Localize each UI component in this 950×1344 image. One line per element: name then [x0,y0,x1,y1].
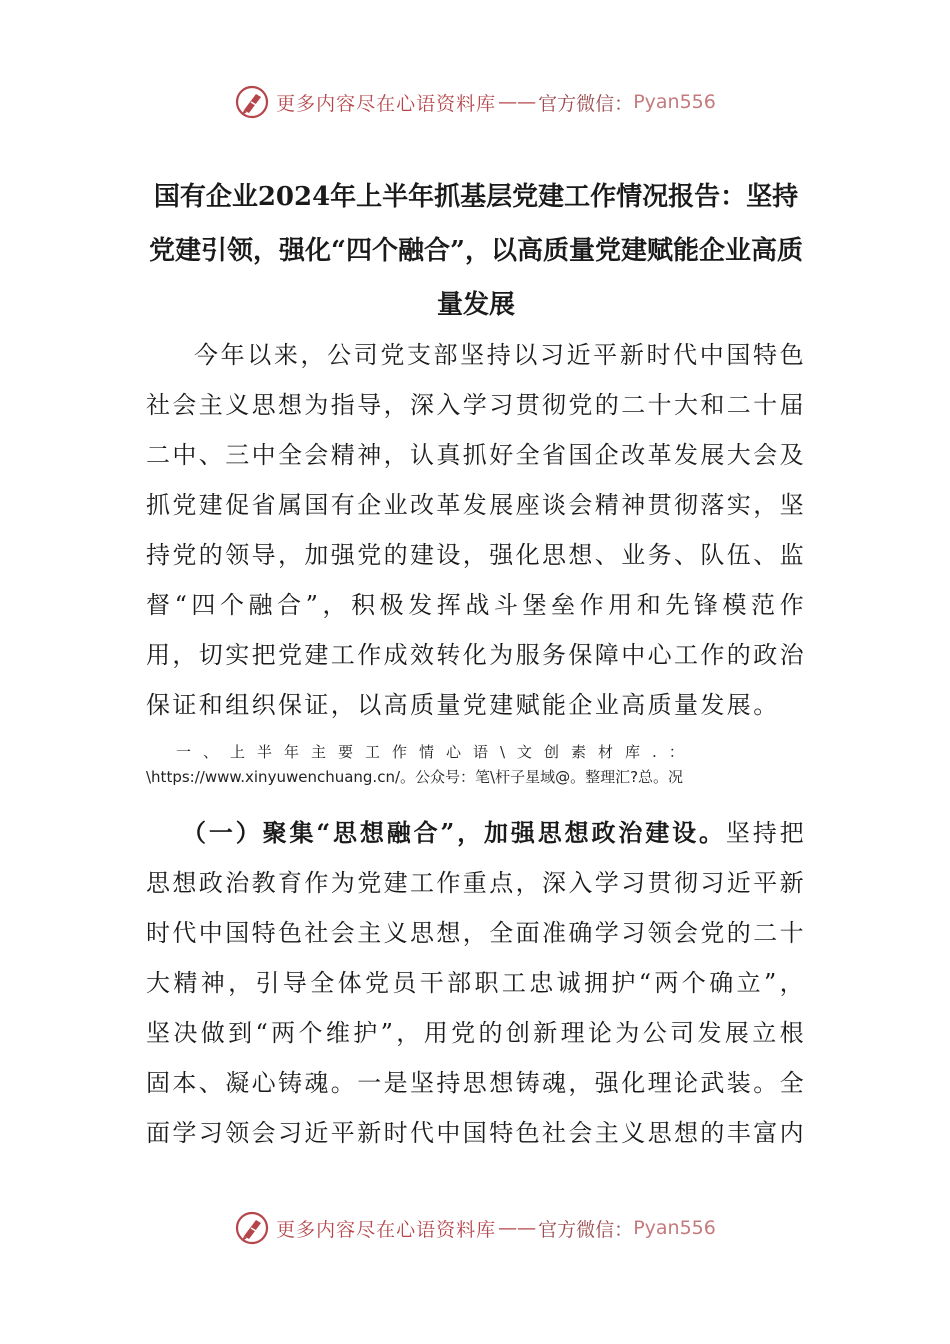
footer-watermark-banner [0,1208,950,1248]
section-1-paragraph [146,808,806,1158]
header-watermark-banner [0,82,950,122]
section-heading-with-watermark [146,740,806,790]
banner-slogan: 更多内容尽在心语资料库 [276,1218,497,1241]
banner-wechat-id: Pyan556 [633,91,716,113]
pen-nib-seal-logo-icon [234,1210,270,1246]
banner-contact-label: 官方微信： [538,1218,634,1241]
banner-slogan: 更多内容尽在心语资料库 [276,92,497,115]
section-1-body: 坚持把思想政治教育作为党建工作重点，深入学习贯彻习近平新时代中国特色社会主义思想，全面准确学习领会党的二十大精神，引导全体党员干部职工忠诚拥护“两个确立”，坚决做到“两个维护”，用党的创新理论为公司发展立根固本、凝心铸魂。一是坚持思想铸魂，强化理论武装。全面学习领会习近平新时代中国特色社会主义思想的丰富内 [146,819,806,1147]
section-heading-fragment: 一、上半年主要工作情心语\文创素材库.： [176,743,696,761]
banner-contact-label: 官方微信： [538,92,634,115]
banner-separator: —— [498,1217,537,1239]
pen-nib-seal-logo-icon [234,84,270,120]
banner-wechat-id: Pyan556 [633,1217,716,1239]
watermark-url-text: \https://www.xinyuwenchuang.cn/。公众号：笔\杆子星域@。整理汇?总。况 [146,768,684,786]
document-title: 国有企业2024年上半年抓基层党建工作情况报告：坚持党建引领，强化“四个融合”，以高质量党建赋能企业高质量发展 [149,182,803,320]
intro-paragraph: 今年以来，公司党支部坚持以习近平新时代中国特色社会主义思想为指导，深入学习贯彻党的二十大和二十届二中、三中全会精神，认真抓好全省国企改革发展大会及抓党建促省属国有企业改革发展座谈会精神贯彻落实，坚持党的领导，加强党的建设，强化思想、业务、队伍、监督“四个融合”，积极发挥战斗堡垒作用和先锋模范作用，切实把党建工作成效转化为服务保障中心工作的政治保证和组织保证，以高质量党建赋能企业高质量发展。 [146,341,806,719]
section-1-heading: （一）聚集“思想融合”，加强思想政治建设。 [182,818,726,847]
banner-separator: —— [498,91,537,113]
